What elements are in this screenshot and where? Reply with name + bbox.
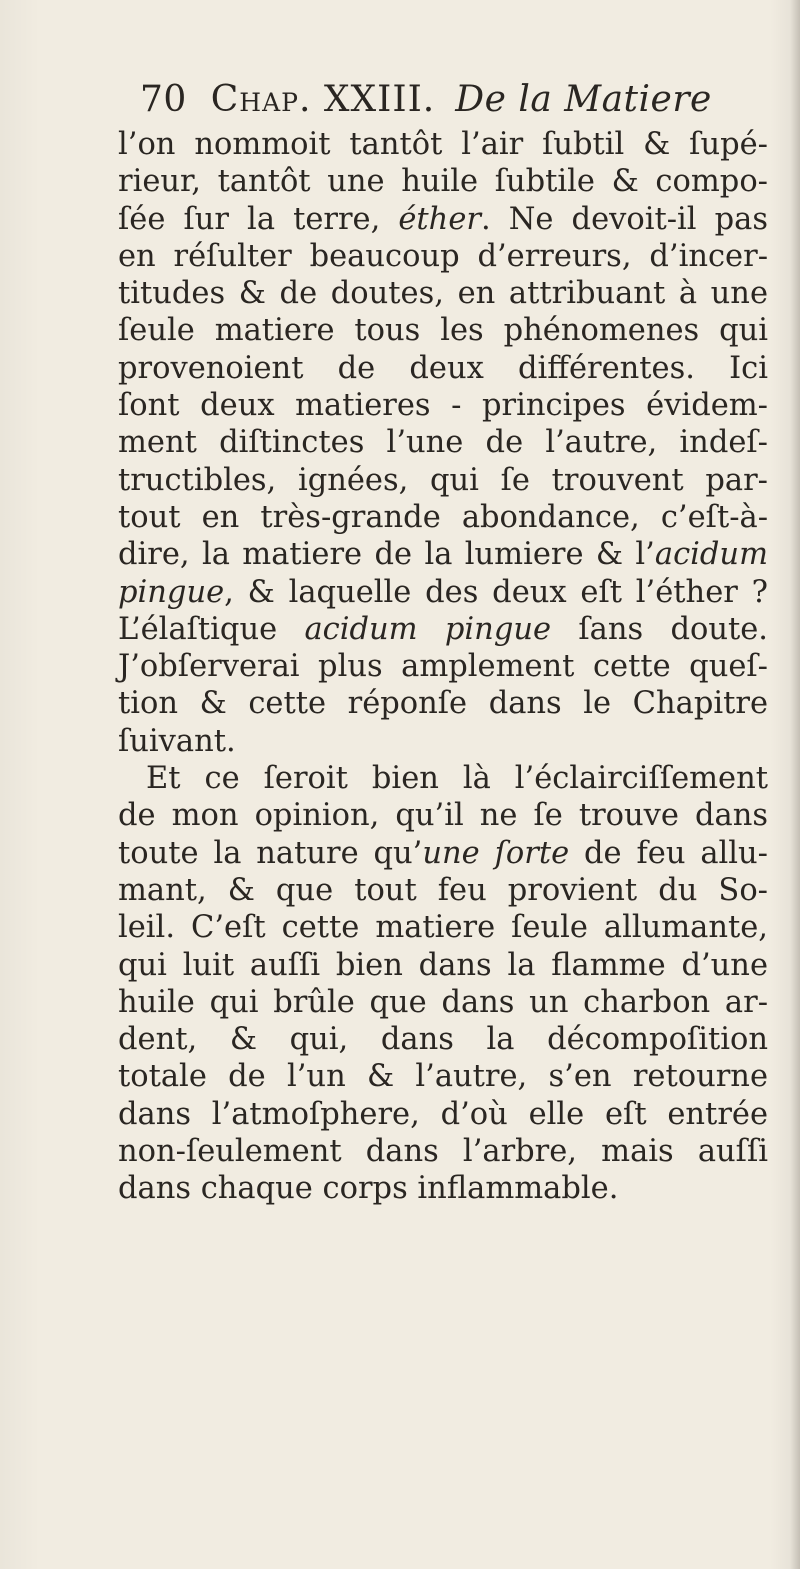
text-line <box>118 685 768 722</box>
text-span: Et ce ſeroit bien là l’éclairciſſement <box>146 761 768 797</box>
text-span: qui luit auſſi bien dans la flamme d’une <box>118 947 768 983</box>
text-line <box>118 611 768 648</box>
text-span: de mon opinion, qu’il ne ſe trouve dans <box>118 798 768 834</box>
text-span: tructibles, ignées, qui ſe trouvent par- <box>118 462 768 498</box>
text-span: dent, & qui, dans la décompoſition <box>118 1022 768 1058</box>
text-span: L’élaſtique <box>118 611 305 647</box>
text-span: dans chaque corps inflammable. <box>118 1171 619 1207</box>
text-span: tion & cette réponſe dans le Chapitre <box>118 686 768 722</box>
text-line <box>118 909 768 946</box>
text-line <box>118 835 768 872</box>
chapter-label: Chap. XXIII. <box>210 79 436 120</box>
text-span: rieur, tantôt une huile ſubtile & compo- <box>118 164 768 200</box>
text-line <box>118 947 768 984</box>
text-span: ſuivant. <box>118 723 236 759</box>
text-span: l’on nommoit tantôt l’air ſubtil & ſupé- <box>118 127 768 162</box>
text-span: en réſulter beaucoup d’erreurs, d’incer- <box>118 238 768 274</box>
text-span: J’obſerverai plus amplement cette queſ- <box>118 649 768 685</box>
text-line <box>118 424 768 461</box>
text-line <box>118 163 768 200</box>
text-span: ment diſtinctes l’une de l’autre, indeſ- <box>118 425 768 461</box>
text-line <box>118 648 768 685</box>
text-line <box>118 723 768 760</box>
text-span: huile qui brûle que dans un charbon ar- <box>118 984 768 1020</box>
text-line <box>118 312 768 349</box>
text-line <box>118 1021 768 1058</box>
text-span: toute la nature qu’ <box>118 835 423 871</box>
text-line <box>118 462 768 499</box>
text-line <box>118 499 768 536</box>
text-line <box>118 797 768 834</box>
text-span: de feu allu- <box>569 835 768 871</box>
text-span: , & laquelle des deux eſt l’éther ? <box>224 574 768 610</box>
page-number: 70 <box>140 79 187 120</box>
text-span: dire, la matiere de la lumiere & l’ <box>118 537 655 573</box>
text-line <box>118 536 768 573</box>
italic-text: acidum pingue <box>304 611 552 647</box>
text-span: . Ne devoit-il pas <box>480 201 768 237</box>
text-span: leil. C’eſt cette matiere ſeule allumante, <box>118 910 768 946</box>
text-line <box>118 238 768 275</box>
italic-text: éther <box>398 201 481 237</box>
text-span: ſeule matiere tous les phénomenes qui <box>118 313 768 349</box>
italic-text: acidum <box>654 537 768 573</box>
text-span: titudes & de doutes, en attribuant à une <box>118 276 768 312</box>
text-line <box>118 574 768 611</box>
text-span: tout en très-grande abondance, c’eſt-à- <box>118 499 768 535</box>
text-span: non-ſeulement dans l’arbre, mais auſſi <box>118 1134 768 1170</box>
text-line <box>118 760 768 797</box>
text-line <box>118 1058 768 1095</box>
text-line <box>118 1133 768 1170</box>
text-line <box>118 275 768 312</box>
text-line <box>118 350 768 387</box>
text-line <box>118 1096 768 1133</box>
text-span: ſont deux matieres - principes évidem- <box>118 388 768 424</box>
text-span: totale de l’un & l’autre, s’en retourne <box>118 1059 768 1095</box>
text-line <box>118 387 768 424</box>
text-line <box>118 872 768 909</box>
text-line <box>118 201 768 238</box>
running-header <box>140 80 712 120</box>
text-span: ſans doute. <box>551 611 768 647</box>
text-line <box>118 1170 768 1207</box>
text-line <box>118 126 768 163</box>
text-span: dans l’atmoſphere, d’où elle eſt entrée <box>118 1096 768 1132</box>
text-span: mant, & que tout feu provient du So- <box>118 872 768 908</box>
text-span: ſée ſur la terre, <box>118 201 399 237</box>
italic-text: pingue <box>118 574 225 610</box>
italic-text: une ſorte <box>422 835 570 871</box>
text-span: provenoient de deux différentes. Ici <box>118 350 768 386</box>
page-edge-shadow <box>790 0 800 1569</box>
chapter-title: De la Matiere <box>455 79 712 120</box>
text-line <box>118 984 768 1021</box>
body-text <box>118 126 768 1208</box>
